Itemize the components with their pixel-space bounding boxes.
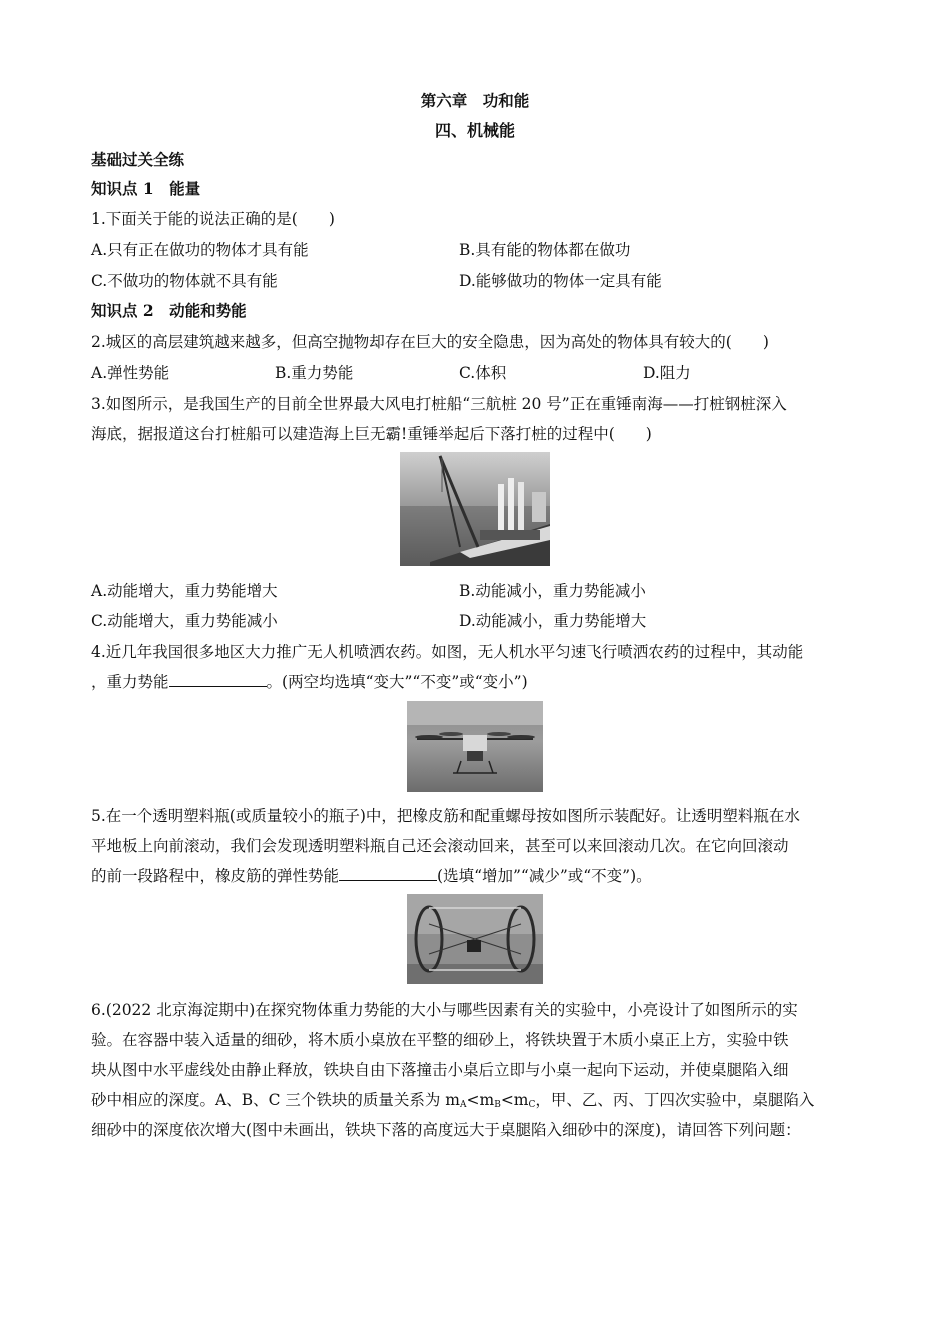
q6-stem-line4 — [91, 1090, 814, 1115]
q3-option-b: B.动能减小，重力势能减小 — [459, 582, 646, 600]
q6-stem-line2: 验。在容器中装入适量的细砂，将木质小桌放在平整的细砂上，将铁块置于木质小桌正上方，实验中铁 — [91, 1031, 789, 1049]
q5-stem-line3 — [91, 866, 652, 886]
q1-stem: 1.下面关于能的说法正确的是( ) — [91, 210, 335, 228]
q6-lt-1: <m — [466, 1091, 495, 1109]
q5-stem-line1: 5.在一个透明塑料瓶(或质量较小的瓶子)中，把橡皮筋和配重螺母按如图所示装配好。让透明塑料瓶在水 — [91, 807, 800, 825]
q1-option-a: A.只有正在做功的物体才具有能 — [91, 241, 309, 259]
knowledge-point-1: 知识点 1 能量 — [91, 179, 201, 198]
q3-stem-line1: 3.如图所示，是我国生产的目前全世界最大风电打桩船“三航桩 20 号”正在重锤南海——打桩钢桩深入 — [91, 395, 787, 413]
q3-option-d: D.动能减小，重力势能增大 — [459, 612, 647, 630]
q5-answer-blank[interactable] — [339, 866, 437, 881]
q6-sub-a: A — [460, 1100, 467, 1110]
q2-option-d: D.阻力 — [643, 364, 691, 382]
q3-option-c: C.动能增大，重力势能减小 — [91, 612, 278, 630]
q4-stem-line2 — [91, 672, 528, 692]
q2-option-a: A.弹性势能 — [91, 364, 170, 382]
q6-lt-2: <m — [500, 1091, 529, 1109]
q6-sub-b: B — [494, 1100, 501, 1110]
q4-answer-blank[interactable] — [169, 672, 267, 687]
q5-text-b: (选填“增加”“减少”或“不变”)。 — [437, 867, 652, 885]
chapter-title: 第六章 功和能 — [420, 91, 530, 110]
q5-text-a: 的前一段路程中，橡皮筋的弹性势能 — [91, 867, 340, 885]
q5-stem-line2: 平地板上向前滚动，我们会发现透明塑料瓶自己还会滚动回来，甚至可以来回滚动几次。在它向回滚动 — [91, 837, 789, 855]
section-title: 四、机械能 — [434, 121, 515, 140]
q4-stem-line1: 4.近几年我国很多地区大力推广无人机喷洒农药。如图，无人机水平匀速飞行喷洒农药的过程中，其动能 — [91, 643, 804, 661]
q6-text-pre: 砂中相应的深度。A、B、C 三个铁块的质量关系为 m — [91, 1091, 460, 1109]
q4-text-b: 。(两空均选填“变大”“不变”或“变小”) — [266, 673, 528, 691]
q6-stem-line5: 细砂中的深度依次增大(图中未画出，铁块下落的高度远大于桌腿陷入细砂中的深度)，请回答下列问题： — [91, 1121, 801, 1139]
q1-option-c: C.不做功的物体就不具有能 — [91, 272, 278, 290]
q6-stem-line1: 6.(2022 北京海淀期中)在探究物体重力势能的大小与哪些因素有关的实验中，小亮设计了如图所示的实 — [91, 1001, 798, 1019]
q3-option-a: A.动能增大，重力势能增大 — [91, 582, 278, 600]
knowledge-point-2: 知识点 2 动能和势能 — [91, 301, 247, 320]
q1-option-b: B.具有能的物体都在做功 — [459, 241, 631, 259]
drone-image — [407, 701, 543, 792]
q3-stem-line2: 海底，据报道这台打桩船可以建造海上巨无霸!重锤举起后下落打桩的过程中( ) — [91, 425, 652, 443]
q4-text-a: ，重力势能 — [91, 673, 169, 691]
q2-option-c: C.体积 — [459, 364, 507, 382]
pile-driver-ship-image — [400, 452, 550, 566]
q1-option-d: D.能够做功的物体一定具有能 — [459, 272, 662, 290]
q6-text-post: ，甲、乙、丙、丁四次实验中，桌腿陷入 — [535, 1091, 815, 1109]
rolling-bottle-image — [407, 894, 543, 984]
q2-option-b: B.重力势能 — [275, 364, 354, 382]
q6-sub-c: C — [528, 1100, 536, 1110]
practice-title: 基础过关全练 — [91, 150, 185, 169]
q2-stem: 2.城区的高层建筑越来越多，但高空抛物却存在巨大的安全隐患，因为高处的物体具有较大的( ) — [91, 333, 769, 351]
q6-stem-line3: 块从图中水平虚线处由静止释放，铁块自由下落撞击小桌后立即与小桌一起向下运动，并使桌腿陷入细 — [91, 1061, 789, 1079]
